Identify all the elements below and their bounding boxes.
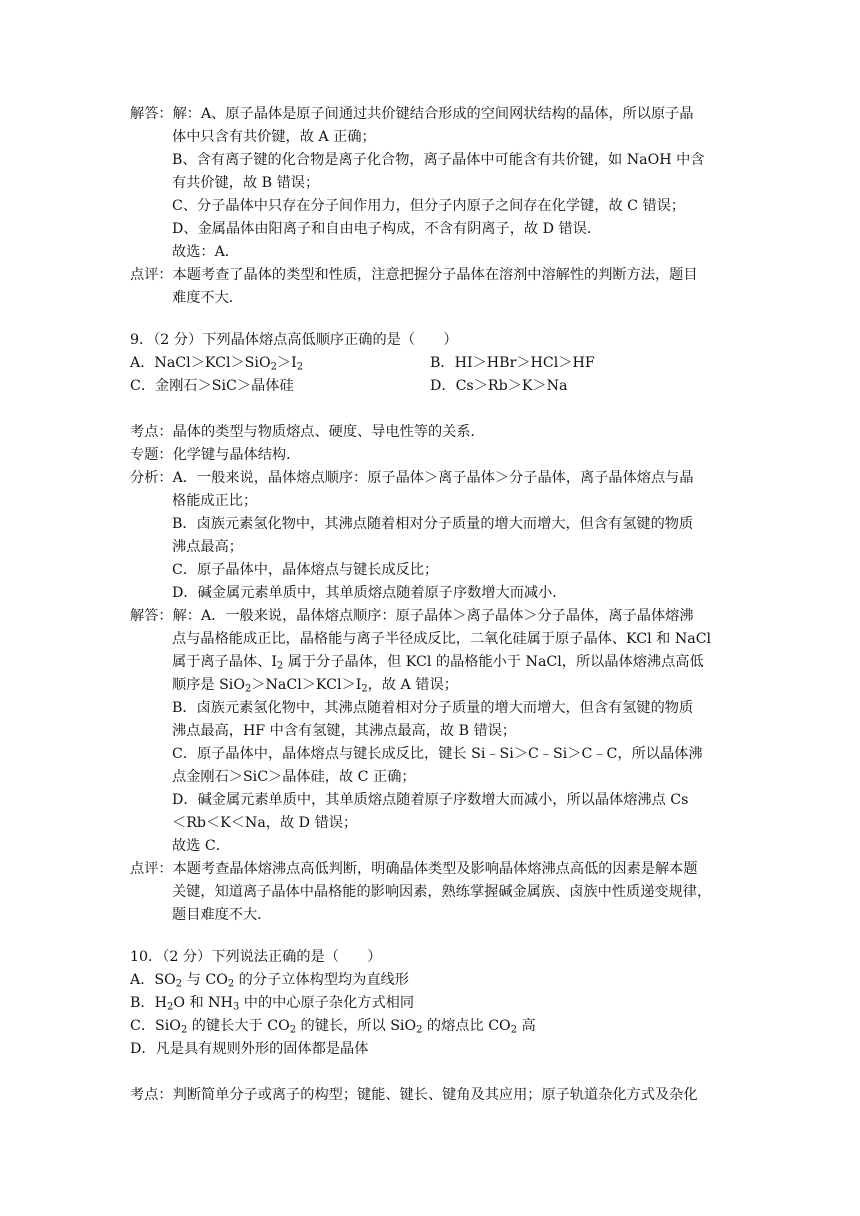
q9-answer-line: 属于离子晶体、$I_2$ 属于分子晶体，但 KCl 的晶格能小于 NaCl，所以晶体熔沸点高低 bbox=[172, 654, 704, 672]
q9-option-c: C．金刚石＞SiC＞晶体硅 bbox=[130, 378, 294, 394]
q9-analysis-line: C．原子晶体中，晶体熔点与键长成反比； bbox=[172, 562, 439, 578]
q9-analysis-line: B．卤族元素氢化物中，其沸点随着相对分子质量的增大而增大，但含有氢键的物质 bbox=[172, 516, 694, 532]
q9-answer-line: ＜Rb＜K＜Na，故 D 错误； bbox=[172, 815, 358, 831]
q8-answer-line: 解答：解：A、原子晶体是原子间通过共价键结合形成的空间网状结构的晶体，所以原子晶 bbox=[130, 106, 694, 122]
q9-comment-line: 关键，知道离子晶体中晶格能的影响因素，熟练掌握碱金属族、卤族中性质递变规律， bbox=[172, 884, 712, 900]
q8-answer-line: 体中只含有共价键，故 A 正确； bbox=[172, 129, 376, 145]
q8-answer-line: C、分子晶体中只存在分子间作用力，但分子内原子之间存在化学键，故 C 错误； bbox=[172, 198, 686, 214]
q9-analysis-line: D．碱金属元素单质中，其单质熔点随着原子序数增大而减小． bbox=[172, 585, 567, 601]
q10-option-a: A．$SO_2$ 与 $CO_2$ 的分子立体构型均为直线形 bbox=[130, 972, 409, 990]
q8-answer-line: D、金属晶体由阳离子和自由电子构成，不含有阴离子，故 D 错误． bbox=[172, 221, 602, 237]
q8-answer-line: B、含有离子键的化合物是离子化合物，离子晶体中可能含有共价键，如 NaOH 中含 bbox=[172, 152, 705, 168]
q9-option-d: D．Cs＞Rb＞K＞Na bbox=[430, 378, 568, 394]
q9-stem: 9．（2 分）下列晶体熔点高低顺序正确的是（ ） bbox=[130, 332, 458, 348]
q9-answer-line: D．碱金属元素单质中，其单质熔点随着原子序数增大而减小，所以晶体熔沸点 Cs bbox=[172, 792, 689, 808]
q8-answer-line: 故选：A． bbox=[172, 244, 239, 260]
q9-answer-line: C．原子晶体中，晶体熔点与键长成反比，键长 Si﹣Si＞C﹣Si＞C﹣C，所以晶体沸 bbox=[172, 746, 703, 762]
q8-comment-line: 难度不大． bbox=[172, 290, 243, 306]
q9-option-a: A．$NaCl>KCl>SiO_2>I_2$ bbox=[130, 355, 304, 373]
q9-answer-line: B．卤族元素氢化物中，其沸点随着相对分子质量的增大而增大，但含有氢键的物质 bbox=[172, 700, 694, 716]
q9-option-b: B．HI＞HBr＞HCl＞HF bbox=[430, 355, 595, 371]
q10-stem: 10．（2 分）下列说法正确的是（ ） bbox=[130, 949, 382, 965]
q9-analysis-line: 格能成正比； bbox=[172, 493, 258, 509]
q8-answer-line: 有共价键，故 B 错误； bbox=[172, 175, 320, 191]
q9-answer-line: 顺序是 $SiO_2>NaCl>KCl>I_2$，故 A 错误； bbox=[172, 677, 458, 695]
q9-analysis-line: 沸点最高； bbox=[172, 539, 243, 555]
q9-answer-line: 点金刚石＞SiC＞晶体硅，故 C 正确； bbox=[172, 769, 416, 785]
q9-answer-line: 故选 C． bbox=[172, 838, 230, 854]
q9-zhuanti: 专题：化学键与晶体结构． bbox=[130, 447, 301, 463]
q10-option-b: B．$H_2O$ 和 $NH_3$ 中的中心原子杂化方式相同 bbox=[130, 995, 415, 1013]
q9-answer-line: 解答：解：A．一般来说，晶体熔点顺序：原子晶体＞离子晶体＞分子晶体，离子晶体熔沸 bbox=[130, 608, 694, 624]
q10-option-c: C．SiO$_2$ 的键长大于 $CO_2$ 的键长，所以 SiO$_2$ 的熔点比 $CO_2$ 高 bbox=[130, 1018, 536, 1036]
q10-option-d: D．凡是具有规则外形的固体都是晶体 bbox=[130, 1041, 369, 1057]
q9-comment-line: 点评：本题考查晶体熔沸点高低判断，明确晶体类型及影响晶体熔沸点高低的因素是解本题 bbox=[130, 861, 698, 877]
q9-comment-line: 题目难度不大． bbox=[172, 907, 272, 923]
q9-answer-line: 沸点最高，HF 中含有氢键，其沸点最高，故 B 错误； bbox=[172, 723, 517, 739]
q9-kaodian: 考点：晶体的类型与物质熔点、硬度、导电性等的关系． bbox=[130, 424, 485, 440]
q9-answer-line: 点与晶格能成正比，晶格能与离子半径成反比，二氧化硅属于原子晶体、KCl 和 NaCl bbox=[172, 631, 712, 647]
q10-kaodian: 考点：判断简单分子或离子的构型；键能、键长、键角及其应用；原子轨道杂化方式及杂化 bbox=[130, 1087, 698, 1103]
q8-comment-line: 点评：本题考查了晶体的类型和性质，注意把握分子晶体在溶剂中溶解性的判断方法，题目 bbox=[130, 267, 698, 283]
q9-analysis-line: 分析：A．一般来说，晶体熔点顺序：原子晶体＞离子晶体＞分子晶体，离子晶体熔点与晶 bbox=[130, 470, 694, 486]
